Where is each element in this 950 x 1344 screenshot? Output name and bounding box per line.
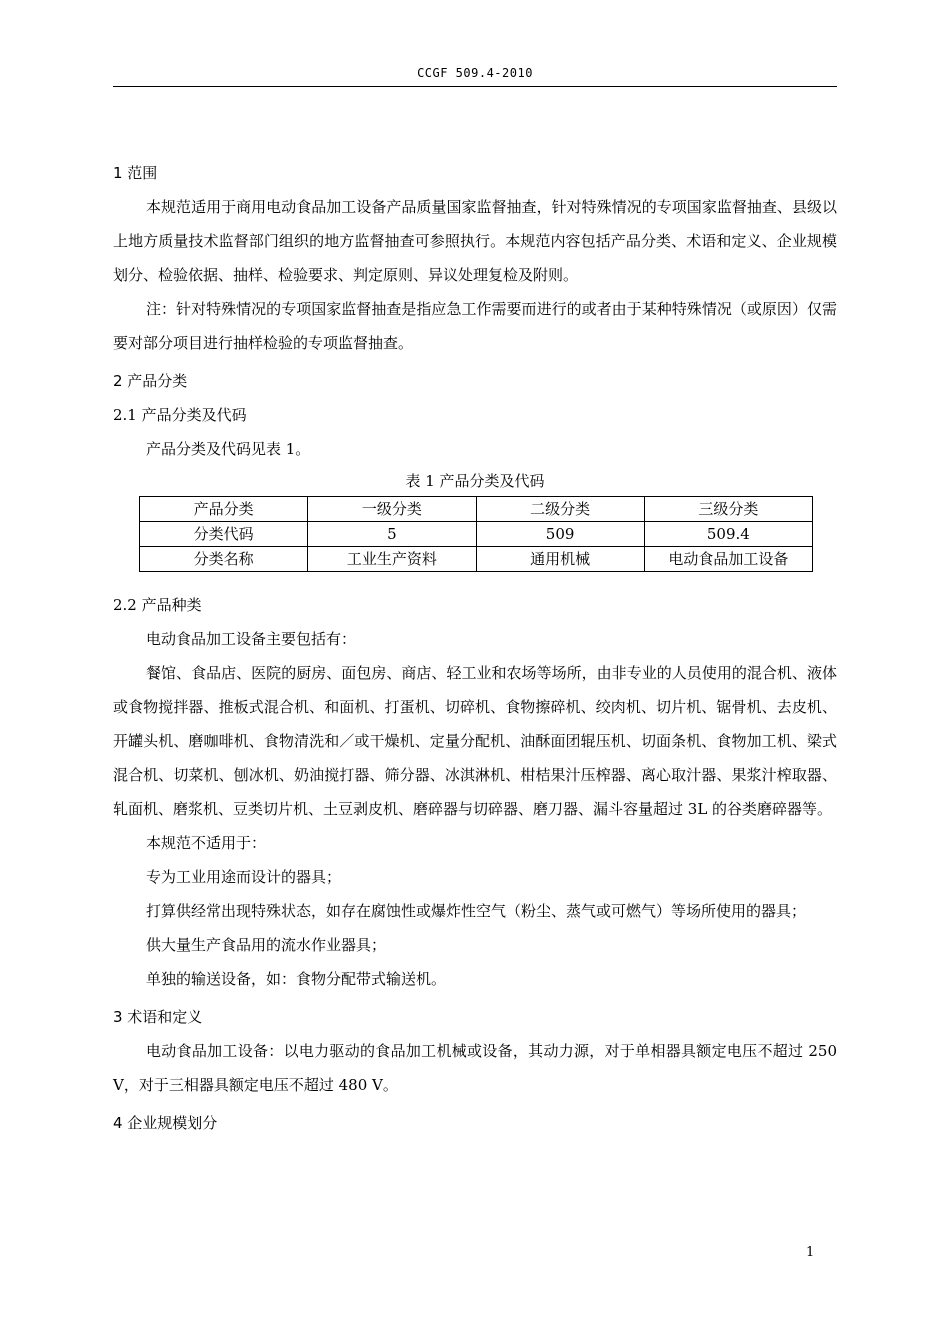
section-3-heading: 3 术语和定义 (113, 1008, 203, 1026)
page-number: 1 (806, 1245, 815, 1260)
section-1-heading: 1 范围 (113, 164, 158, 182)
exclusion-item: 单独的输送设备，如：食物分配带式输送机。 (146, 970, 447, 988)
exclusion-item: 供大量生产食品用的流水作业器具； (146, 936, 387, 954)
table-cell: 二级分类 (476, 497, 644, 522)
section-2-2-product-list: 餐馆、食品店、医院的厨房、面包房、商店、轻工业和农场等场所，由非专业的人员使用的混合机、液体或食物搅拌器、推板式混合机、和面机、打蛋机、切碎机、食物擦碎机、绞肉机、切片机、锯骨机、去皮机、开罐头机、磨咖啡机、食物清洗和／或干燥机、定量分配机、油酥面团辊压机、切面条机、食物加工机、梁式混合机、切菜机、刨冰机、奶油搅打器、筛分器、冰淇淋机、柑桔果汁压榨器、离心取汁器、果浆汁榨取器、轧面机、磨浆机、豆类切片机、土豆剥皮机、磨碎器与切碎器、磨刀器、漏斗容量超过 3L 的谷类磨碎器等。 (113, 664, 837, 818)
section-3-definition: 电动食品加工设备：以电力驱动的食品加工机械或设备，其动力源，对于单相器具额定电压不超过 250 V，对于三相器具额定电压不超过 480 V。 (113, 1042, 837, 1094)
section-2-2-intro: 电动食品加工设备主要包括有： (146, 630, 357, 648)
section-2-2-not-applicable: 本规范不适用于： (146, 834, 267, 852)
table-cell: 电动食品加工设备 (644, 547, 812, 572)
section-2-2-heading: 2.2 产品种类 (113, 596, 202, 614)
table-cell: 509 (476, 522, 644, 547)
header-divider (113, 86, 837, 87)
table-cell: 5 (308, 522, 476, 547)
table-caption: 表 1 产品分类及代码 (405, 472, 545, 490)
table-cell: 分类代码 (140, 522, 308, 547)
section-2-1-paragraph: 产品分类及代码见表 1。 (146, 440, 311, 458)
table-cell: 三级分类 (644, 497, 812, 522)
section-2-1-heading: 2.1 产品分类及代码 (113, 406, 247, 424)
table-cell: 分类名称 (140, 547, 308, 572)
table-row (140, 522, 813, 547)
section-1-paragraph: 本规范适用于商用电动食品加工设备产品质量国家监督抽查，针对特殊情况的专项国家监督抽查、县级以上地方质量技术监督部门组织的地方监督抽查可参照执行。本规范内容包括产品分类、术语和定义、企业规模划分、检验依据、抽样、检验要求、判定原则、异议处理复检及附则。 (113, 198, 837, 284)
section-2-heading: 2 产品分类 (113, 372, 188, 390)
exclusion-item: 专为工业用途而设计的器具； (146, 868, 342, 886)
exclusion-item: 打算供经常出现特殊状态，如存在腐蚀性或爆炸性空气（粉尘、蒸气或可燃气）等场所使用的器具； (146, 902, 807, 920)
table-cell: 产品分类 (140, 497, 308, 522)
table-cell: 一级分类 (308, 497, 476, 522)
product-classification-table (139, 496, 813, 572)
table-row (140, 547, 813, 572)
table-cell: 509.4 (644, 522, 812, 547)
document-code-header: CCGF 509.4-2010 (417, 66, 533, 80)
section-4-heading: 4 企业规模划分 (113, 1114, 218, 1132)
table-row (140, 497, 813, 522)
table-cell: 工业生产资料 (308, 547, 476, 572)
page-body (113, 152, 837, 1140)
table-cell: 通用机械 (476, 547, 644, 572)
section-1-note: 注：针对特殊情况的专项国家监督抽查是指应急工作需要而进行的或者由于某种特殊情况（或原因）仅需要对部分项目进行抽样检验的专项监督抽查。 (113, 300, 837, 352)
